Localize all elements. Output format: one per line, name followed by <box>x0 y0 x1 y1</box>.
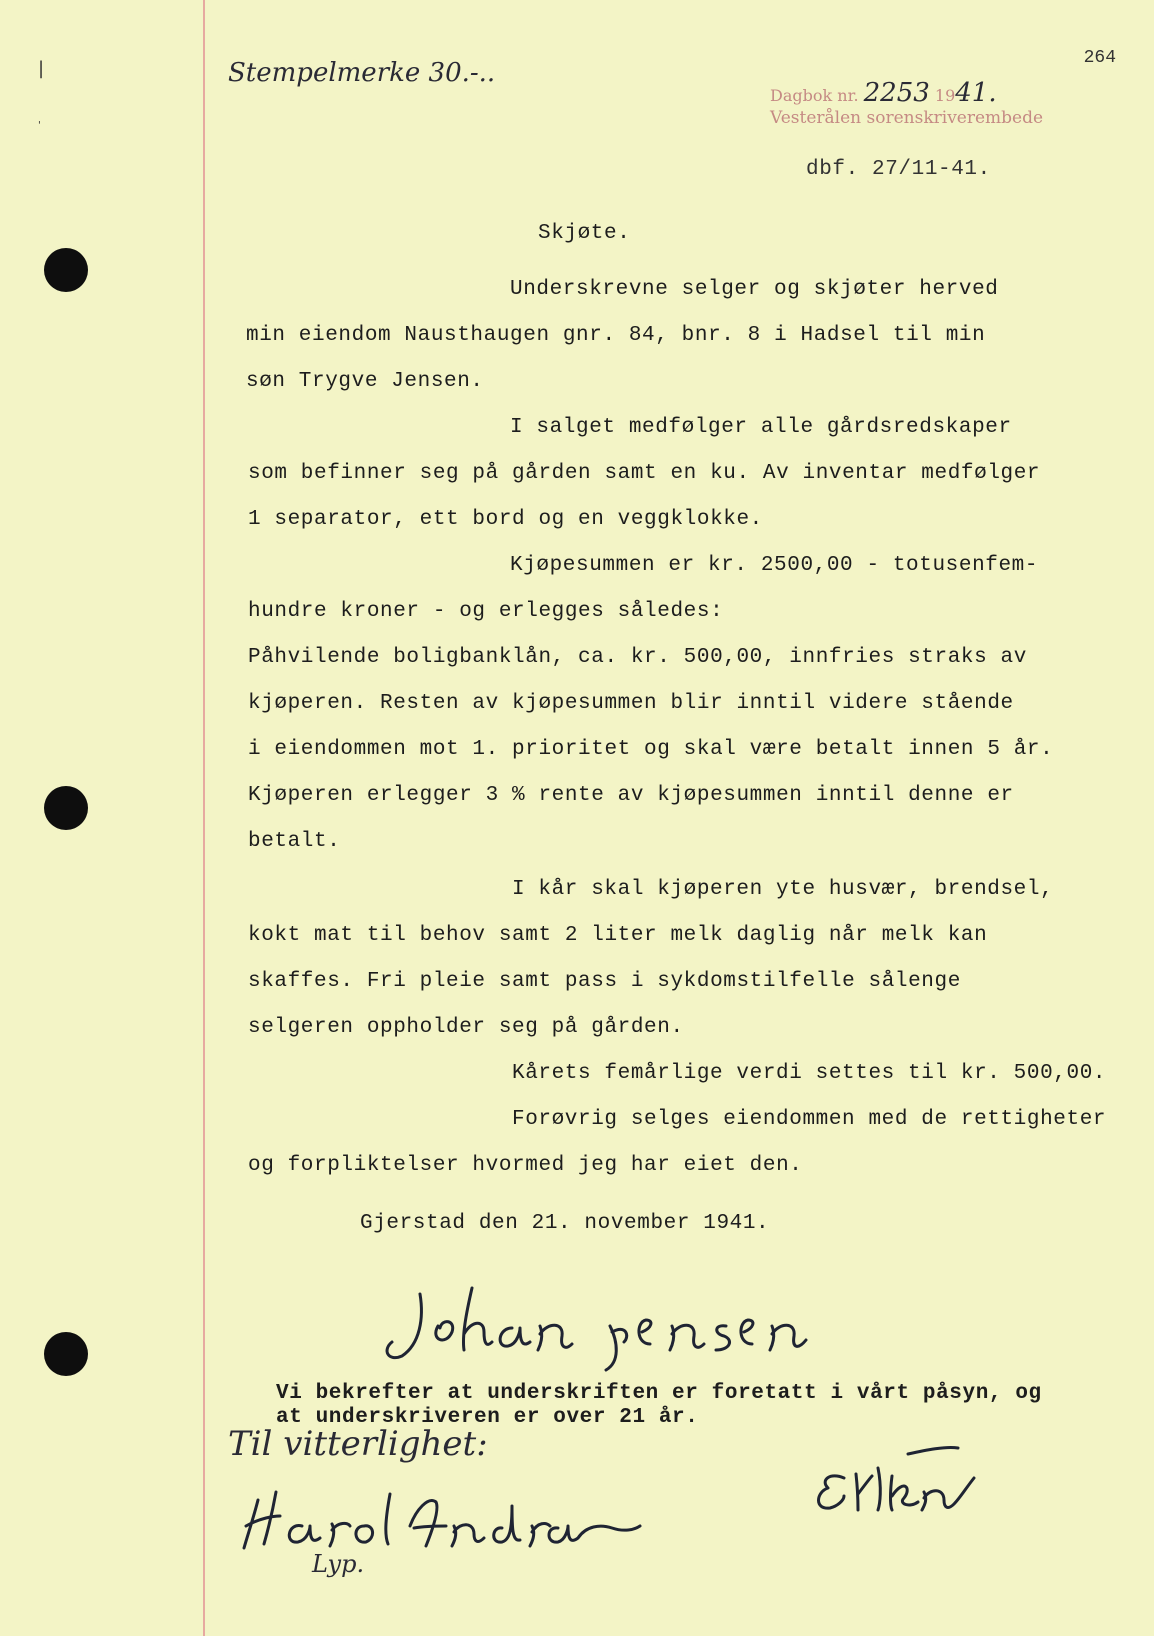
body-line: Forøvrig selges eiendommen med de rettigheter <box>512 1108 1107 1131</box>
body-line: betalt. <box>248 830 341 853</box>
dagbok-label: Dagbok nr. <box>770 86 859 105</box>
witness-statement: Vi bekrefter at underskriften er foretatt i vårt påsyn, og <box>276 1382 1042 1405</box>
punch-hole <box>44 786 88 830</box>
seller-signature <box>380 1270 820 1370</box>
stamp-fee-note: Stempelmerke 30.-.. <box>228 58 496 88</box>
body-line: kjøperen. Resten av kjøpesummen blir inntil videre stående <box>248 692 1014 715</box>
body-line: som befinner seg på gården samt en ku. Av inventar medfølger <box>248 462 1041 485</box>
body-line: Påhvilende boligbanklån, ca. kr. 500,00, innfries straks av <box>248 646 1027 669</box>
body-line: i eiendommen mot 1. prioritet og skal være betalt innen 5 år. <box>248 738 1054 761</box>
office-stamp: Vesterålen sorenskriverembede <box>770 108 1044 128</box>
witness-heading: Til vitterlighet: <box>228 1424 488 1464</box>
dbf-note: dbf. 27/11-41. <box>806 158 991 181</box>
body-line: kokt mat til behov samt 2 liter melk daglig når melk kan <box>248 924 988 947</box>
body-line: Kjøperen erlegger 3 % rente av kjøpesummen inntil denne er <box>248 784 1014 807</box>
body-line: Kårets femårlige verdi settes til kr. 500,00. <box>512 1062 1107 1085</box>
body-line: søn Trygve Jensen. <box>246 370 484 393</box>
document-title: Skjøte. <box>538 222 631 245</box>
margin-mark: | <box>38 58 45 79</box>
body-line: I salget medfølger alle gårdsredskaper <box>510 416 1012 439</box>
witness-signature-2 <box>808 1448 978 1538</box>
place-date: Gjerstad den 21. november 1941. <box>360 1212 770 1235</box>
body-line: Underskrevne selger og skjøter herved <box>510 278 999 301</box>
body-line: 1 separator, ett bord og en veggklokke. <box>248 508 763 531</box>
body-line: hundre kroner - og erlegges således: <box>248 600 724 623</box>
body-line: I kår skal kjøperen yte husvær, brendsel, <box>512 878 1054 901</box>
dagbok-number: 2253 <box>863 78 930 108</box>
body-line: Kjøpesummen er kr. 2500,00 - totusenfem- <box>510 554 1039 577</box>
witness-signature-1-suffix: Lyp. <box>312 1550 365 1578</box>
margin-mark: ' <box>38 120 41 131</box>
punch-hole <box>44 1332 88 1376</box>
dagbok-year: 41. <box>955 78 997 108</box>
body-line: og forpliktelser hvormed jeg har eiet den. <box>248 1154 803 1177</box>
witness-signature-1 <box>240 1486 640 1556</box>
witness-statement: at underskriveren er over 21 år. <box>276 1406 699 1429</box>
dagbok-stamp <box>770 78 997 108</box>
dagbok-year-prefix: 19 <box>934 86 956 105</box>
body-line: skaffes. Fri pleie samt pass i sykdomstilfelle sålenge <box>248 970 961 993</box>
page-number: 264 <box>1083 48 1116 68</box>
punch-hole <box>44 248 88 292</box>
body-line: min eiendom Nausthaugen gnr. 84, bnr. 8 i Hadsel til min <box>246 324 986 347</box>
margin-line <box>203 0 205 1636</box>
body-line: selgeren oppholder seg på gården. <box>248 1016 684 1039</box>
